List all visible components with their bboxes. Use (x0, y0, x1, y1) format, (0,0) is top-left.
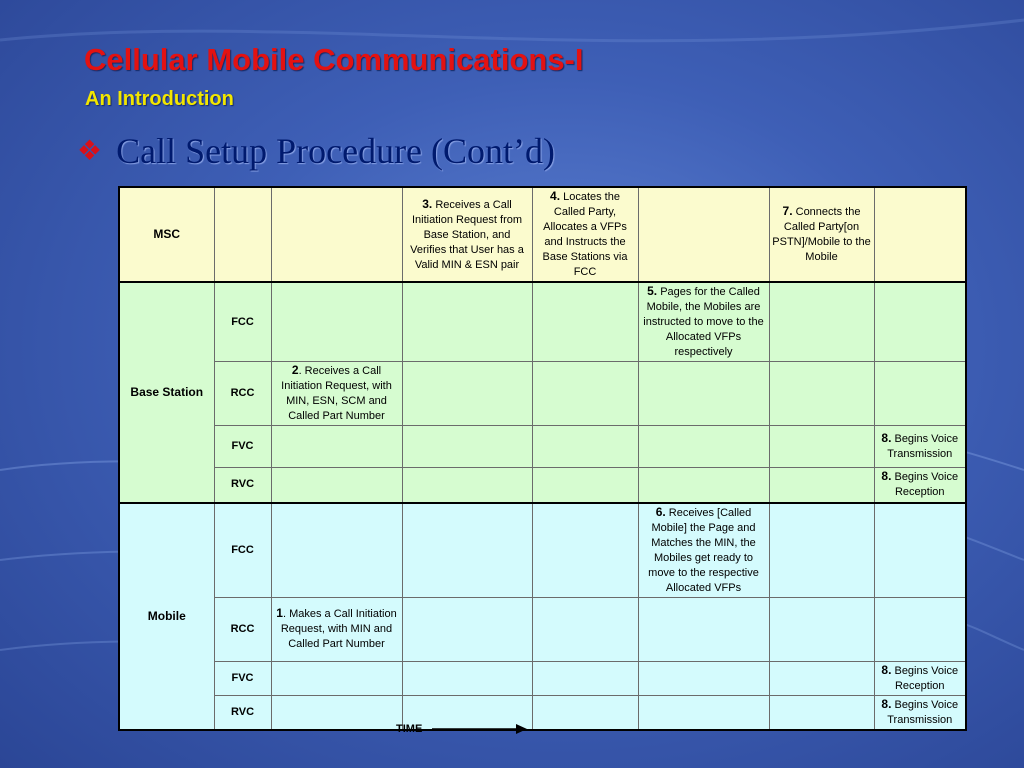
table-cell (532, 362, 638, 426)
table-cell (271, 695, 402, 730)
step-text: Begins Voice Transmission (887, 698, 959, 726)
table-cell (874, 187, 966, 282)
base-station-rcc-row (119, 362, 966, 426)
table-cell (271, 426, 402, 468)
time-axis (396, 722, 528, 736)
step-number: 4. (550, 189, 561, 203)
mobile-fvc-row (119, 661, 966, 695)
table-cell (532, 426, 638, 468)
step-text: . Makes a Call Initiation Request, with MIN and Called Part Number (280, 608, 397, 650)
step-number: 8. (881, 662, 892, 677)
table-cell (532, 695, 638, 730)
step-7-cell (769, 187, 874, 282)
step-number: 6. (655, 504, 666, 519)
step-text: Pages for the Called Mobile, the Mobiles are instructed to move to the Allocated VFPs respectively (643, 286, 764, 358)
table-cell (638, 661, 769, 695)
mobile-fcc-row (119, 503, 966, 598)
table-cell (402, 426, 532, 468)
section-heading: Call Setup Procedure (Cont’d) (116, 131, 556, 171)
table-cell (402, 503, 532, 598)
time-label: TIME (396, 723, 423, 735)
step-text: Locates the Called Party, Allocates a VFPs and Instructs the Base Stations via FCC (542, 191, 628, 278)
table-cell (769, 362, 874, 426)
step-2-cell (271, 362, 402, 426)
step-8-cell (874, 468, 966, 503)
step-number: 1 (276, 606, 283, 620)
step-8-cell (874, 661, 966, 695)
table-cell (402, 282, 532, 362)
table-cell (638, 597, 769, 661)
table-cell (532, 468, 638, 503)
table-cell (271, 503, 402, 598)
step-text: Begins Voice Transmission (887, 433, 959, 460)
base-station-rvc-row (119, 468, 966, 503)
table-cell (769, 426, 874, 468)
base-station-fvc-row (119, 426, 966, 468)
table-cell (874, 362, 966, 426)
table-cell (638, 468, 769, 503)
step-number: 2 (291, 363, 299, 377)
base-station-label: Base Station (119, 282, 214, 503)
table-cell (874, 597, 966, 661)
step-number: 8. (881, 696, 892, 711)
table-cell (214, 187, 271, 282)
step-8-cell (874, 695, 966, 730)
step-text: Connects the Called Party[on PSTN]/Mobile to the Mobile (772, 206, 871, 263)
step-text: Receives a Call Initiation Request from Base Station, and Verifies that User has a Valid MIN & ESN pair (410, 198, 524, 271)
table-cell (271, 187, 402, 282)
table-cell (638, 187, 769, 282)
step-number: 8. (881, 431, 892, 445)
arrow-right-icon (432, 722, 528, 736)
step-text: . Receives a Call Initiation Request, with MIN, ESN, SCM and Called Part Number (281, 365, 392, 422)
slide-title: Cellular Mobile Communications-I (84, 42, 584, 77)
base-station-fcc-row (119, 282, 966, 362)
table-cell (769, 661, 874, 695)
mobile-label: Mobile (119, 503, 214, 730)
step-6-cell (638, 503, 769, 598)
step-8-cell (874, 426, 966, 468)
msc-row (119, 187, 966, 282)
msc-label: MSC (119, 187, 214, 282)
table-cell (402, 362, 532, 426)
step-number: 5. (647, 284, 658, 298)
channel-label-fvc: FVC (214, 426, 271, 468)
step-number: 7. (782, 204, 793, 218)
step-1-cell (271, 597, 402, 661)
channel-label-rcc: RCC (214, 362, 271, 426)
step-text: Begins Voice Reception (891, 664, 959, 692)
step-number: 3. (422, 196, 433, 211)
table-cell (769, 597, 874, 661)
table-cell (271, 661, 402, 695)
step-text: Begins Voice Reception (891, 471, 959, 499)
step-number: 8. (881, 469, 892, 484)
table-cell (402, 597, 532, 661)
channel-label-rvc: RVC (214, 468, 271, 503)
mobile-rcc-row (119, 597, 966, 661)
slide-subtitle: An Introduction (85, 88, 234, 110)
table-cell (638, 362, 769, 426)
step-4-cell (532, 187, 638, 282)
table-cell (874, 282, 966, 362)
step-text: Receives [Called Mobile] the Page and Matches the MIN, the Mobiles get ready to move to the respective Allocated VFPs (648, 506, 759, 594)
channel-label-rcc: RCC (214, 597, 271, 661)
table-cell (271, 468, 402, 503)
table-cell (638, 426, 769, 468)
call-setup-table (118, 186, 967, 731)
table-cell (769, 282, 874, 362)
table-cell (532, 503, 638, 598)
table-cell (532, 282, 638, 362)
table-cell (769, 468, 874, 503)
table-cell (638, 695, 769, 730)
table-cell (769, 695, 874, 730)
step-3-cell (402, 187, 532, 282)
table-cell (271, 282, 402, 362)
table-cell (402, 468, 532, 503)
table-cell (769, 503, 874, 598)
table-cell (532, 597, 638, 661)
step-5-cell (638, 282, 769, 362)
channel-label-rvc: RVC (214, 695, 271, 730)
channel-label-fvc: FVC (214, 661, 271, 695)
mobile-rvc-row (119, 695, 966, 730)
diamond-bullet-icon: ❖ (77, 135, 103, 166)
section-heading-row (77, 130, 555, 172)
table-cell (402, 661, 532, 695)
channel-label-fcc: FCC (214, 282, 271, 362)
table-cell (532, 661, 638, 695)
channel-label-fcc: FCC (214, 503, 271, 598)
table-cell (874, 503, 966, 598)
